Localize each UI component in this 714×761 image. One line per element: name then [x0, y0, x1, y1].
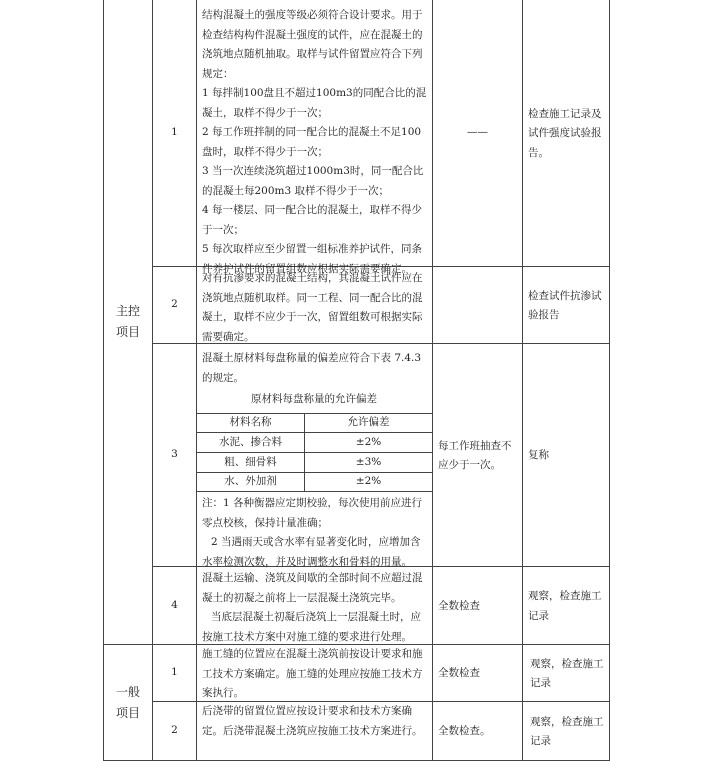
subtable-cell: ±3% [355, 455, 382, 468]
inspection-method: 检查施工记录及试件强度试验报告。 [528, 107, 602, 159]
row-number: 4 [171, 598, 178, 611]
content-line: 施工缝的位置应在混凝土浇筑前按设计要求和施工技术方案确定。施工缝的处理应按施工技术方案执行。 [202, 648, 423, 699]
row-content [197, 567, 432, 647]
inspection-quantity: 全数检查 [438, 667, 480, 680]
content-line: 3 当一次连续浇筑超过1000m3时，同一配合比的混凝土每200m3 取样不得少于一次； [202, 165, 424, 197]
group-label-general: 一般 项目 [115, 684, 140, 720]
row-number: 3 [171, 448, 178, 461]
inspection-quantity [433, 267, 522, 343]
content-line: 后浇带的留置位置应按设计要求和技术方案确定。后浇带混凝土浇筑应按施工技术方案进行。 [202, 705, 423, 737]
inspection-quantity: —— [467, 126, 488, 139]
inspection-method: 复称 [528, 449, 549, 462]
group-label-main: 主控 项目 [115, 304, 140, 339]
inspection-method: 观察，检查施工记录 [530, 715, 604, 747]
subtable-cell: 粗、细骨料 [224, 455, 277, 468]
content-line: 结构混凝土的强度等级必须符合设计要求。用于检查结构构件混凝土强度的试件，应在混凝土的浇筑地点随机抽取。取样与试件留置应符合下列规定： [202, 9, 423, 80]
row-number: 1 [171, 666, 178, 679]
row-content [197, 4, 432, 279]
table-border-right [609, 0, 610, 761]
subtable-cell: 水泥、掺合料 [219, 435, 282, 448]
inspection-method: 检查试件抗渗试验报告 [528, 289, 602, 321]
row-intro: 混凝土原材料每盘称量的偏差应符合下表 7.4.3 的规定。 [202, 352, 422, 384]
note-line: 注：1 各种衡器应定期校验，每次使用前应进行零点校核，保持计量准确； [202, 497, 423, 529]
inspection-quantity: 全数检查 [438, 599, 480, 612]
subtable-cell: ±2% [355, 475, 382, 488]
row-content [197, 267, 432, 347]
content-line: 混凝土运输、浇筑及间歇的全部时间不应超过混凝土的初凝之前将上一层混凝土浇筑完毕。 [202, 572, 423, 604]
content-line: 2 每工作班拌制的同一配合比的混凝土不足100盘时，取样不得少于一次； [202, 126, 422, 158]
subtable-header-material: 材料名称 [229, 416, 272, 429]
subtable-caption: 原材料每盘称量的允许偏差 [251, 393, 377, 405]
content-line: 5 每次取样应至少留置一组标准养护试件，同条件养护试件的留置组数应根据实际需要确定。 [202, 243, 423, 275]
row-number: 2 [171, 298, 178, 311]
subtable-cell: 水、外加剂 [224, 475, 277, 488]
subtable-header-deviation: 允许偏差 [347, 416, 390, 429]
subtable-cell: ±2% [355, 435, 382, 448]
note-line: 2 当遇雨天或含水率有显著变化时，应增加含水率检测次数，并及时调整水和骨料的用量。 [202, 536, 421, 568]
row-number: 1 [171, 126, 178, 139]
row-content [197, 643, 432, 704]
row-number: 2 [171, 724, 178, 737]
content-line: 4 每一楼层、同一配合比的混凝土，取样不得少于一次； [202, 204, 423, 236]
row-notes [197, 492, 432, 572]
row-content [197, 700, 432, 741]
content-line: 对有抗渗要求的混凝土结构，其混凝土试件应在浇筑地点随机取样。同一工程、同一配合比的混凝土，取样不应少于一次，留置组数可根据实际需要确定。 [202, 272, 423, 343]
content-line: 当底层混凝土初凝后浇筑上一层混凝土时，应按施工技术方案中对施工缝的要求进行处理。 [202, 611, 421, 643]
inspection-method: 观察，检查施工记录 [528, 590, 602, 622]
content-line: 1 每拌制100盘且不超过100m3的同配合比的混凝土，取样不得少于一次； [202, 87, 427, 119]
inspection-method: 观察，检查施工记录 [530, 657, 604, 689]
inspection-quantity: 每工作班抽查不应少于一次。 [438, 439, 512, 471]
inspection-quantity: 全数检查。 [438, 725, 491, 738]
